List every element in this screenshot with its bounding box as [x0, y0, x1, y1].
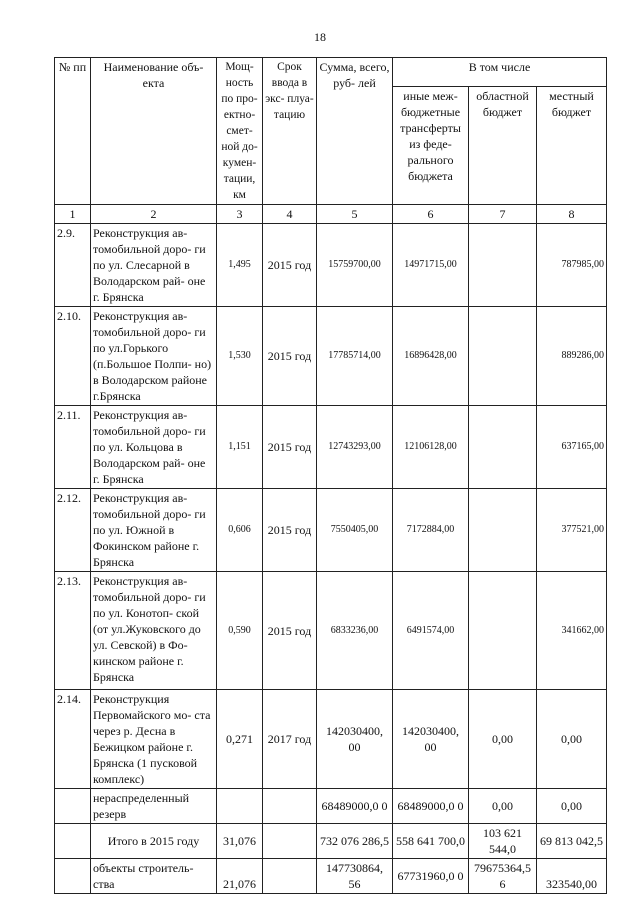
row-term: 2015 год	[263, 489, 317, 572]
total-name: Итого в 2015 году	[91, 824, 217, 859]
col-number: 4	[263, 205, 317, 224]
header-sum: Сумма, всего, руб- лей	[317, 58, 393, 205]
header-transfers: иные меж- бюджетные трансферты из феде- рального бюджета	[393, 86, 469, 204]
reserve-sum: 68489000,0 0	[317, 789, 393, 824]
reserve-capacity	[217, 789, 263, 824]
row-local: 377521,00	[537, 489, 607, 572]
reserve-term	[263, 789, 317, 824]
row-name: Реконструкция Первомайского мо- ста через р. Десна в Бежицком районе г. Брянска (1 пусковой комплекс)	[91, 690, 217, 789]
row-capacity: 0,271	[217, 690, 263, 789]
row-capacity: 0,606	[217, 489, 263, 572]
total-2015-row	[55, 824, 607, 859]
total-no	[55, 824, 91, 859]
row-fed: 6491574,00	[393, 572, 469, 690]
total-sum: 732 076 286,5	[317, 824, 393, 859]
construction-local: 323540,00	[537, 859, 607, 894]
header-row-1	[55, 58, 607, 87]
col-number: 1	[55, 205, 91, 224]
construction-term	[263, 859, 317, 894]
row-no: 2.12.	[55, 489, 91, 572]
row-fed: 12106128,00	[393, 406, 469, 489]
row-local: 0,00	[537, 690, 607, 789]
row-no: 2.9.	[55, 224, 91, 307]
construction-no	[55, 859, 91, 894]
row-local: 341662,00	[537, 572, 607, 690]
construction-row	[55, 859, 607, 894]
col-number: 8	[537, 205, 607, 224]
row-fed: 16896428,00	[393, 307, 469, 406]
total-reg: 103 621 544,0	[469, 824, 537, 859]
row-term: 2015 год	[263, 224, 317, 307]
construction-fed: 67731960,0 0	[393, 859, 469, 894]
row-name: Реконструкция ав- томобильной доро- ги по ул. Конотоп- ской (от ул.Жуковского до ул. Севской) в Фо- кинском районе г. Брянска	[91, 572, 217, 690]
budget-table	[54, 57, 607, 894]
col-number: 5	[317, 205, 393, 224]
row-no: 2.10.	[55, 307, 91, 406]
row-fed: 142030400, 00	[393, 690, 469, 789]
row-sum: 142030400, 00	[317, 690, 393, 789]
construction-capacity: 21,076	[217, 859, 263, 894]
row-local: 787985,00	[537, 224, 607, 307]
header-term: Срок ввода в экс- плуа- тацию	[263, 58, 317, 205]
reserve-name: нераспределенный резерв	[91, 789, 217, 824]
table-row	[55, 307, 607, 406]
header-local: местный бюджет	[537, 86, 607, 204]
row-name: Реконструкция ав- томобильной доро- ги по ул. Кольцова в Володарском рай- оне г. Брянска	[91, 406, 217, 489]
header-name: Наименование объ- екта	[91, 58, 217, 205]
reserve-reg: 0,00	[469, 789, 537, 824]
total-fed: 558 641 700,0	[393, 824, 469, 859]
row-sum: 7550405,00	[317, 489, 393, 572]
header-no: № пп	[55, 58, 91, 205]
construction-reg: 79675364,5 6	[469, 859, 537, 894]
row-capacity: 1,530	[217, 307, 263, 406]
row-sum: 6833236,00	[317, 572, 393, 690]
row-no: 2.14.	[55, 690, 91, 789]
total-term	[263, 824, 317, 859]
header-capacity: Мощ- ность по про- ектно- смет- ной до- кумен- тации, км	[217, 58, 263, 205]
page-number: 18	[314, 30, 326, 44]
row-fed: 14971715,00	[393, 224, 469, 307]
col-number: 2	[91, 205, 217, 224]
col-number: 6	[393, 205, 469, 224]
row-local: 637165,00	[537, 406, 607, 489]
reserve-fed: 68489000,0 0	[393, 789, 469, 824]
row-name: Реконструкция ав- томобильной доро- ги по ул.Горького (п.Большое Полпи- но) в Володарском районе г.Брянска	[91, 307, 217, 406]
col-number: 3	[217, 205, 263, 224]
row-no: 2.13.	[55, 572, 91, 690]
reserve-no	[55, 789, 91, 824]
row-name: Реконструкция ав- томобильной доро- ги по ул. Южной в Фокинском районе г. Брянска	[91, 489, 217, 572]
row-sum: 17785714,00	[317, 307, 393, 406]
row-reg	[469, 406, 537, 489]
reserve-row	[55, 789, 607, 824]
row-capacity: 0,590	[217, 572, 263, 690]
row-reg: 0,00	[469, 690, 537, 789]
row-no: 2.11.	[55, 406, 91, 489]
row-capacity: 1,151	[217, 406, 263, 489]
header-regional: областной бюджет	[469, 86, 537, 204]
row-term: 2015 год	[263, 406, 317, 489]
construction-sum: 147730864, 56	[317, 859, 393, 894]
row-term: 2015 год	[263, 572, 317, 690]
column-number-row	[55, 205, 607, 224]
total-local: 69 813 042,5	[537, 824, 607, 859]
table-row	[55, 224, 607, 307]
row-reg	[469, 572, 537, 690]
row-local: 889286,00	[537, 307, 607, 406]
row-sum: 12743293,00	[317, 406, 393, 489]
row-name: Реконструкция ав- томобильной доро- ги по ул. Слесарной в Володарском рай- оне г. Брянска	[91, 224, 217, 307]
row-sum: 15759700,00	[317, 224, 393, 307]
table-row	[55, 690, 607, 789]
row-capacity: 1,495	[217, 224, 263, 307]
table-row	[55, 572, 607, 690]
row-fed: 7172884,00	[393, 489, 469, 572]
row-reg	[469, 489, 537, 572]
total-capacity: 31,076	[217, 824, 263, 859]
row-term: 2015 год	[263, 307, 317, 406]
row-reg	[469, 224, 537, 307]
table-row	[55, 489, 607, 572]
col-number: 7	[469, 205, 537, 224]
row-reg	[469, 307, 537, 406]
row-term: 2017 год	[263, 690, 317, 789]
reserve-local: 0,00	[537, 789, 607, 824]
construction-name: объекты строитель- ства	[91, 859, 217, 894]
header-incl: В том числе	[393, 58, 607, 87]
table-row	[55, 406, 607, 489]
